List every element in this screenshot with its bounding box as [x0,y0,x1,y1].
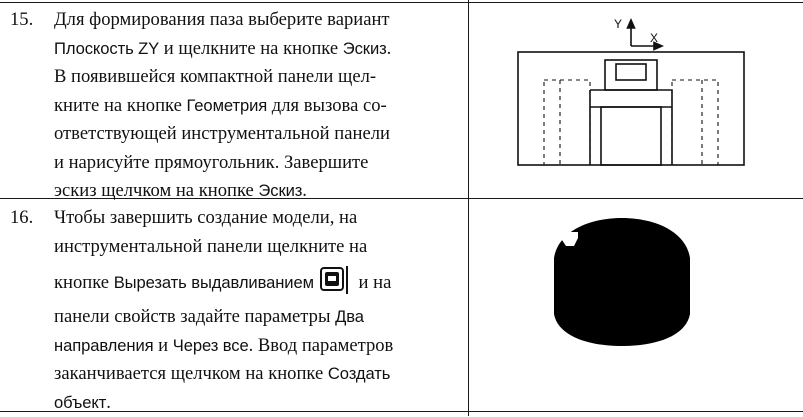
step-line [54,92,464,121]
text-run: . Ввод параметров [249,335,394,356]
ui-term: Создать [328,364,390,383]
step-line [54,120,464,149]
step-text [54,6,464,206]
step-text [54,204,464,417]
ui-term: Плоскость ZY [54,39,159,58]
step-line [54,204,464,233]
step-line [54,261,464,303]
axis-x-label: X [650,31,658,45]
text-run: для вызова со- [267,95,387,116]
step-line [54,233,464,262]
ui-term: Через все [173,336,249,355]
text-run: Для формирования паза выберите вариант [54,9,390,30]
sketch-slot-rectangle [601,107,661,165]
extrude-cut-icon [320,266,350,294]
ui-term: Геометрия [187,96,268,115]
step-line [54,35,464,64]
text-run: инструментальной панели щелкните на [54,236,367,257]
axis-y-arrow [628,20,635,28]
text-run: заканчивается щелчком на кнопке [54,363,328,384]
step-line [54,177,464,206]
text-run: кнопке [54,272,114,293]
ui-term: Два [335,307,364,326]
step-line [54,149,464,178]
sketch-outer-rectangle [518,52,744,165]
text-run: ответствующей инструментальной панели [54,123,390,144]
step-line [54,303,464,332]
ui-term: Вырезать выдавливанием [114,273,314,292]
text-run: Чтобы завершить создание модели, на [54,207,357,228]
sketch-top-boss-inner [616,64,646,80]
ui-term: объект [54,393,106,412]
text-run: и [154,335,173,356]
text-run: . [106,392,111,413]
text-run: панели свойств задайте параметры [54,306,335,327]
text-run: . [302,180,307,201]
sketch-figure [510,12,760,182]
step-line [54,6,464,35]
step-line [54,63,464,92]
text-run: В появившейся компактной панели щел- [54,66,376,87]
table-column-divider [468,0,469,416]
model-figure [548,210,698,350]
step-number: 15. [10,6,50,35]
step-line [54,360,464,389]
text-run: кните на кнопке [54,95,187,116]
sketch-center-body [590,90,672,165]
step-line [54,332,464,361]
step-line [54,389,464,417]
text-run: и щелкните на кнопке [159,38,343,59]
text-run: эскиз щелчком на кнопке [54,180,258,201]
text-run: . [387,38,392,59]
ui-term: Эскиз [258,181,302,200]
text-run: и нарисуйте прямоугольник. Завершите [54,152,368,173]
step-number: 16. [10,204,50,233]
sketch-right-wall-hidden [672,80,718,165]
ui-term: Эскиз [343,39,387,58]
table-rule-top [0,2,803,3]
sketch-left-wall-hidden [544,80,590,165]
axis-y-label: Y [614,17,622,31]
ui-term: направления [54,336,154,355]
text-run: и на [354,272,391,293]
